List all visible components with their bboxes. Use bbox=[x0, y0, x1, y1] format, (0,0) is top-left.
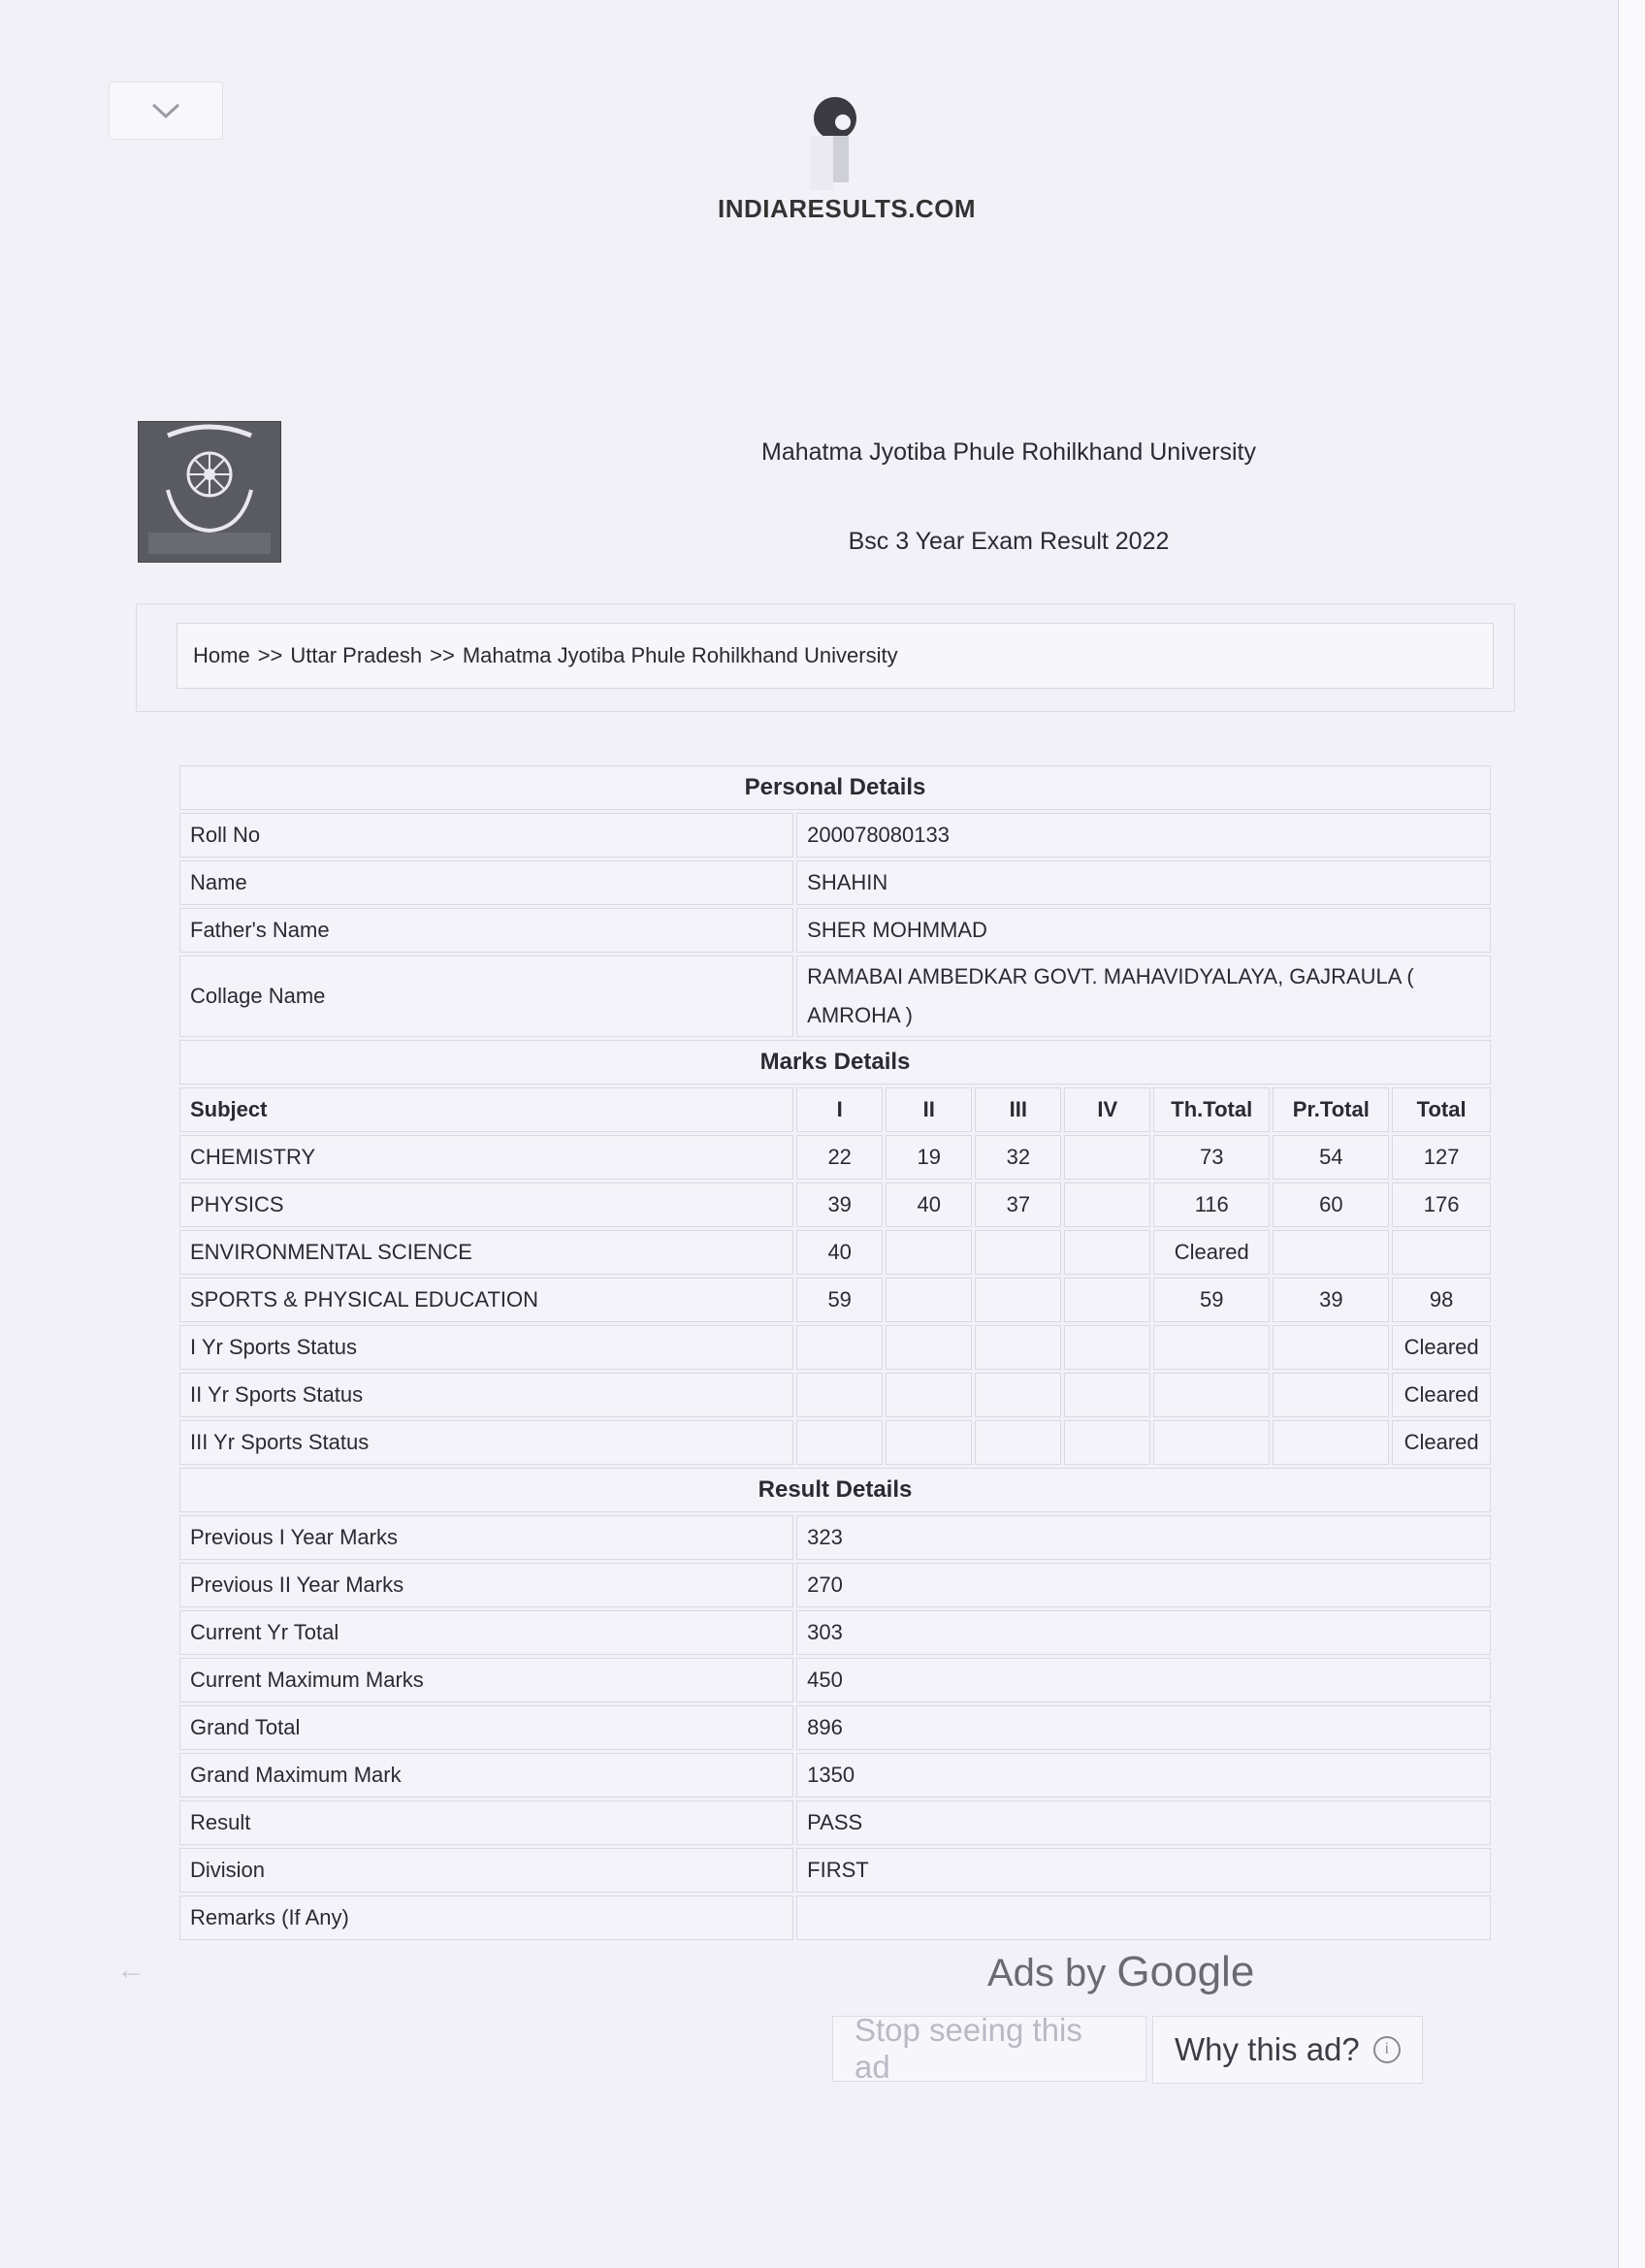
marks-row bbox=[179, 1230, 1491, 1275]
mark-cell bbox=[1064, 1373, 1150, 1417]
mark-cell: Cleared bbox=[1153, 1230, 1270, 1275]
result-value: 323 bbox=[796, 1515, 1491, 1560]
result-label: Grand Total bbox=[179, 1705, 793, 1750]
table-row bbox=[179, 1610, 1491, 1655]
page-edge bbox=[1618, 0, 1645, 2268]
mark-cell bbox=[1064, 1278, 1150, 1322]
column-header: II bbox=[886, 1087, 972, 1132]
mark-cell bbox=[1064, 1420, 1150, 1465]
brand-name: INDIARESULTS.COM bbox=[718, 194, 977, 223]
mark-cell bbox=[886, 1278, 972, 1322]
marks-row bbox=[179, 1278, 1491, 1322]
table-row bbox=[179, 1895, 1491, 1940]
result-details-heading: Result Details bbox=[179, 1468, 1491, 1512]
name-label: Name bbox=[179, 860, 793, 905]
result-label: Result bbox=[179, 1800, 793, 1845]
mark-cell bbox=[1064, 1135, 1150, 1180]
collage-name-value: RAMABAI AMBEDKAR GOVT. MAHAVIDYALAYA, GAJRAULA ( AMROHA ) bbox=[796, 956, 1491, 1037]
result-label: Previous II Year Marks bbox=[179, 1563, 793, 1607]
back-arrow-icon[interactable]: ← bbox=[116, 1954, 145, 1986]
mark-cell bbox=[886, 1420, 972, 1465]
mark-cell bbox=[975, 1230, 1061, 1275]
mark-cell: 40 bbox=[796, 1230, 883, 1275]
breadcrumb bbox=[177, 623, 1494, 689]
table-row bbox=[179, 813, 1491, 858]
marks-row bbox=[179, 1183, 1491, 1227]
column-header: Pr.Total bbox=[1273, 1087, 1389, 1132]
column-header: I bbox=[796, 1087, 883, 1132]
mark-cell bbox=[1273, 1325, 1389, 1370]
subject-name: I Yr Sports Status bbox=[179, 1325, 793, 1370]
result-value: 450 bbox=[796, 1658, 1491, 1702]
father-name-value: SHER MOHMMAD bbox=[796, 908, 1491, 953]
marks-header-row bbox=[179, 1087, 1491, 1132]
marks-row bbox=[179, 1420, 1491, 1465]
mark-cell: 22 bbox=[796, 1135, 883, 1180]
table-row bbox=[179, 1800, 1491, 1845]
stop-seeing-ad-button[interactable]: Stop seeing this ad bbox=[832, 2016, 1146, 2082]
subject-column-header: Subject bbox=[179, 1087, 793, 1132]
mark-cell bbox=[1273, 1230, 1389, 1275]
ads-label-prefix: Ads by bbox=[987, 1952, 1107, 1994]
collage-name-label: Collage Name bbox=[179, 956, 793, 1037]
result-label: Grand Maximum Mark bbox=[179, 1753, 793, 1798]
result-table bbox=[177, 762, 1494, 1943]
table-row bbox=[179, 1848, 1491, 1893]
mark-cell bbox=[1273, 1373, 1389, 1417]
subject-name: PHYSICS bbox=[179, 1183, 793, 1227]
university-seal-logo bbox=[138, 421, 281, 563]
mark-cell: 37 bbox=[975, 1183, 1061, 1227]
sports-status-cell: Cleared bbox=[1392, 1373, 1491, 1417]
mark-cell bbox=[886, 1373, 972, 1417]
remarks-value bbox=[796, 1895, 1491, 1940]
university-emblem-icon bbox=[139, 422, 280, 562]
mark-cell: 39 bbox=[1273, 1278, 1389, 1322]
brand-logo-block[interactable] bbox=[718, 93, 977, 224]
mark-cell: 116 bbox=[1153, 1183, 1270, 1227]
subject-name: ENVIRONMENTAL SCIENCE bbox=[179, 1230, 793, 1275]
result-value: 1350 bbox=[796, 1753, 1491, 1798]
subject-name: CHEMISTRY bbox=[179, 1135, 793, 1180]
mark-cell: 19 bbox=[886, 1135, 972, 1180]
result-label: Division bbox=[179, 1848, 793, 1893]
mark-cell: 60 bbox=[1273, 1183, 1389, 1227]
column-header: IV bbox=[1064, 1087, 1150, 1132]
exam-title: Bsc 3 Year Exam Result 2022 bbox=[848, 528, 1170, 555]
father-name-label: Father's Name bbox=[179, 908, 793, 953]
table-row bbox=[179, 1563, 1491, 1607]
result-container bbox=[177, 762, 1494, 1943]
table-row bbox=[179, 1658, 1491, 1702]
mark-cell bbox=[796, 1373, 883, 1417]
result-label: Current Maximum Marks bbox=[179, 1658, 793, 1702]
marks-row bbox=[179, 1135, 1491, 1180]
mark-cell bbox=[1392, 1230, 1491, 1275]
sports-status-cell: Cleared bbox=[1392, 1325, 1491, 1370]
breadcrumb-state-link[interactable]: Uttar Pradesh bbox=[290, 643, 423, 667]
result-label: Current Yr Total bbox=[179, 1610, 793, 1655]
result-value: 303 bbox=[796, 1610, 1491, 1655]
marks-row bbox=[179, 1373, 1491, 1417]
roll-no-value: 200078080133 bbox=[796, 813, 1491, 858]
indiaresults-logo-icon bbox=[804, 93, 864, 194]
breadcrumb-separator: >> bbox=[430, 643, 455, 667]
why-this-ad-button[interactable] bbox=[1152, 2016, 1423, 2084]
mark-cell: 32 bbox=[975, 1135, 1061, 1180]
breadcrumb-home-link[interactable]: Home bbox=[193, 643, 250, 667]
mark-cell bbox=[796, 1325, 883, 1370]
table-row bbox=[179, 860, 1491, 905]
mark-cell bbox=[1273, 1420, 1389, 1465]
subject-name: II Yr Sports Status bbox=[179, 1373, 793, 1417]
why-this-ad-label: Why this ad? bbox=[1175, 2031, 1360, 2067]
mark-cell bbox=[975, 1420, 1061, 1465]
mark-cell bbox=[1064, 1183, 1150, 1227]
mark-cell bbox=[886, 1230, 972, 1275]
university-title: Mahatma Jyotiba Phule Rohilkhand University bbox=[761, 438, 1256, 466]
result-label: Previous I Year Marks bbox=[179, 1515, 793, 1560]
marks-details-heading: Marks Details bbox=[179, 1040, 1491, 1085]
mark-cell bbox=[1153, 1325, 1270, 1370]
mark-cell: 40 bbox=[886, 1183, 972, 1227]
mark-cell bbox=[975, 1278, 1061, 1322]
sports-status-cell: Cleared bbox=[1392, 1420, 1491, 1465]
mark-cell: 54 bbox=[1273, 1135, 1389, 1180]
google-wordmark: Google bbox=[1116, 1948, 1255, 1995]
mark-cell bbox=[1153, 1420, 1270, 1465]
roll-no-label: Roll No bbox=[179, 813, 793, 858]
mark-cell bbox=[975, 1325, 1061, 1370]
mark-cell: 59 bbox=[1153, 1278, 1270, 1322]
chevron-down-icon bbox=[149, 101, 182, 120]
subject-name: SPORTS & PHYSICAL EDUCATION bbox=[179, 1278, 793, 1322]
mark-cell: 127 bbox=[1392, 1135, 1491, 1180]
result-status-value: PASS bbox=[796, 1800, 1491, 1845]
result-label: Remarks (If Any) bbox=[179, 1895, 793, 1940]
table-row bbox=[179, 956, 1491, 1037]
ad-feedback-buttons bbox=[832, 2012, 1423, 2085]
collapse-toggle[interactable] bbox=[109, 81, 223, 140]
mark-cell: 98 bbox=[1392, 1278, 1491, 1322]
mark-cell bbox=[975, 1373, 1061, 1417]
mark-cell: 39 bbox=[796, 1183, 883, 1227]
mark-cell bbox=[796, 1420, 883, 1465]
table-row bbox=[179, 1705, 1491, 1750]
mark-cell bbox=[1064, 1230, 1150, 1275]
mark-cell bbox=[886, 1325, 972, 1370]
info-icon: i bbox=[1373, 2036, 1401, 2063]
column-header: Total bbox=[1392, 1087, 1491, 1132]
mark-cell bbox=[1064, 1325, 1150, 1370]
breadcrumb-university-link[interactable]: Mahatma Jyotiba Phule Rohilkhand University bbox=[462, 643, 898, 667]
ads-by-google-label bbox=[987, 1948, 1254, 1996]
table-row bbox=[179, 908, 1491, 953]
breadcrumb-separator: >> bbox=[257, 643, 283, 667]
table-row bbox=[179, 1753, 1491, 1798]
personal-details-heading: Personal Details bbox=[179, 765, 1491, 810]
name-value: SHAHIN bbox=[796, 860, 1491, 905]
division-value: FIRST bbox=[796, 1848, 1491, 1893]
column-header: Th.Total bbox=[1153, 1087, 1270, 1132]
subject-name: III Yr Sports Status bbox=[179, 1420, 793, 1465]
result-value: 270 bbox=[796, 1563, 1491, 1607]
column-header: III bbox=[975, 1087, 1061, 1132]
table-row bbox=[179, 1515, 1491, 1560]
mark-cell: 59 bbox=[796, 1278, 883, 1322]
result-value: 896 bbox=[796, 1705, 1491, 1750]
mark-cell: 73 bbox=[1153, 1135, 1270, 1180]
marks-row bbox=[179, 1325, 1491, 1370]
mark-cell: 176 bbox=[1392, 1183, 1491, 1227]
mark-cell bbox=[1153, 1373, 1270, 1417]
